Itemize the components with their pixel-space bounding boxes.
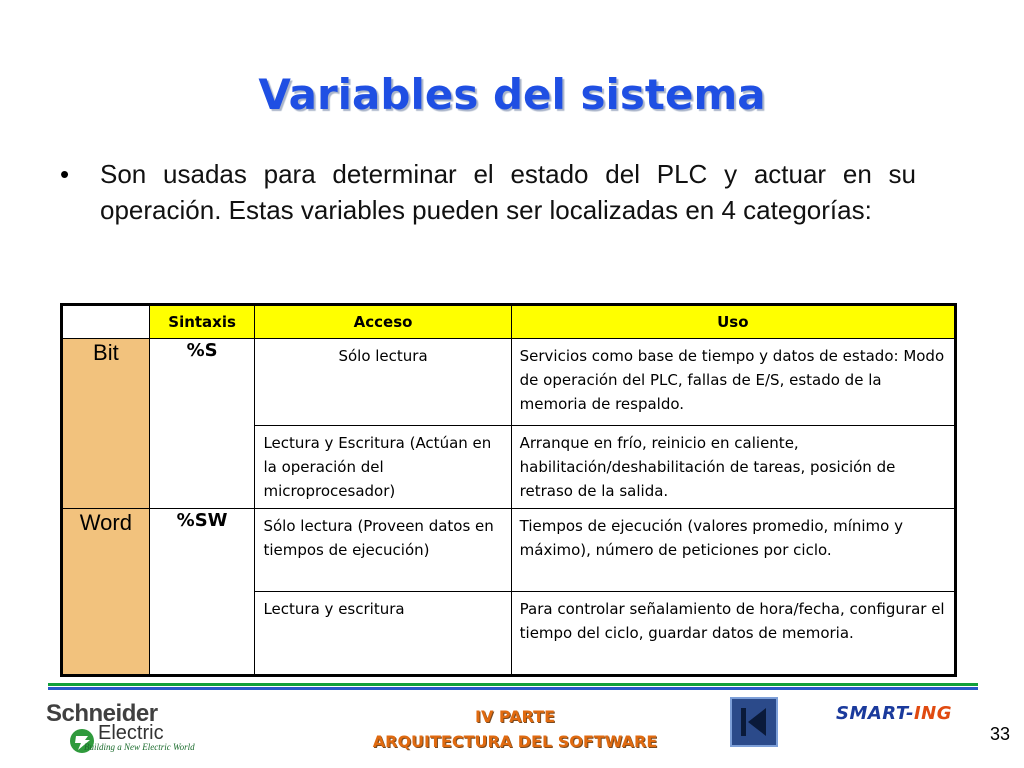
header-access: Acceso <box>255 305 511 339</box>
logo-name: Schneider <box>46 700 158 727</box>
table-row <box>62 509 956 592</box>
bullet-point <box>60 156 916 228</box>
footer-divider-blue <box>48 687 978 690</box>
access-cell: Sólo lectura <box>255 339 511 426</box>
table-header-row <box>62 305 956 339</box>
first-page-icon <box>732 699 776 745</box>
table-row <box>62 339 956 426</box>
system-variables-table <box>60 303 957 677</box>
use-cell: Servicios como base de tiempo y datos de estado: Modo de operación del PLC, fallas de E/S, estado de la memoria de respaldo. <box>511 339 955 426</box>
bullet-text: Son usadas para determinar el estado del PLC y actuar en su operación. Estas variables pueden ser localizadas en 4 categorías: <box>100 159 916 225</box>
footer-line-2: ARQUITECTURA DEL SOFTWARE <box>372 732 658 751</box>
header-use: Uso <box>511 305 955 339</box>
access-cell: Lectura y Escritura (Actúan en la operación del microprocesador) <box>255 426 511 509</box>
syntax-cell-bit: %S <box>149 339 255 509</box>
access-cell: Sólo lectura (Proveen datos en tiempos de ejecución) <box>255 509 511 592</box>
logo-tagline: Building a New Electric World <box>84 742 195 752</box>
footer-divider-green <box>48 683 978 686</box>
use-cell: Tiempos de ejecución (valores promedio, mínimo y máximo), número de peticiones por ciclo. <box>511 509 955 592</box>
first-page-button[interactable] <box>730 697 778 747</box>
smart-ing-logo <box>836 703 952 724</box>
type-cell-word: Word <box>62 509 150 676</box>
footer-section-title <box>330 704 700 754</box>
access-cell: Lectura y escritura <box>255 592 511 676</box>
header-corner-cell <box>62 305 150 339</box>
syntax-cell-word: %SW <box>149 509 255 676</box>
brand-part-2: ING <box>913 703 953 724</box>
use-cell: Arranque en frío, reinicio en caliente, habilitación/deshabilitación de tareas, posición de retraso de la salida. <box>511 426 955 509</box>
footer-line-1: IV PARTE <box>475 707 555 726</box>
bullet-marker: • <box>60 159 70 189</box>
page-number: 33 <box>990 724 1011 744</box>
use-cell: Para controlar señalamiento de hora/fecha, configurar el tiempo del ciclo, guardar datos de memoria. <box>511 592 955 676</box>
header-syntax: Sintaxis <box>149 305 255 339</box>
brand-part-1: SMART- <box>836 703 914 724</box>
type-cell-bit: Bit <box>62 339 150 509</box>
logo-sub: Electric <box>98 722 164 744</box>
slide-title: Variables del sistema <box>258 70 766 119</box>
schneider-electric-logo <box>46 700 246 760</box>
